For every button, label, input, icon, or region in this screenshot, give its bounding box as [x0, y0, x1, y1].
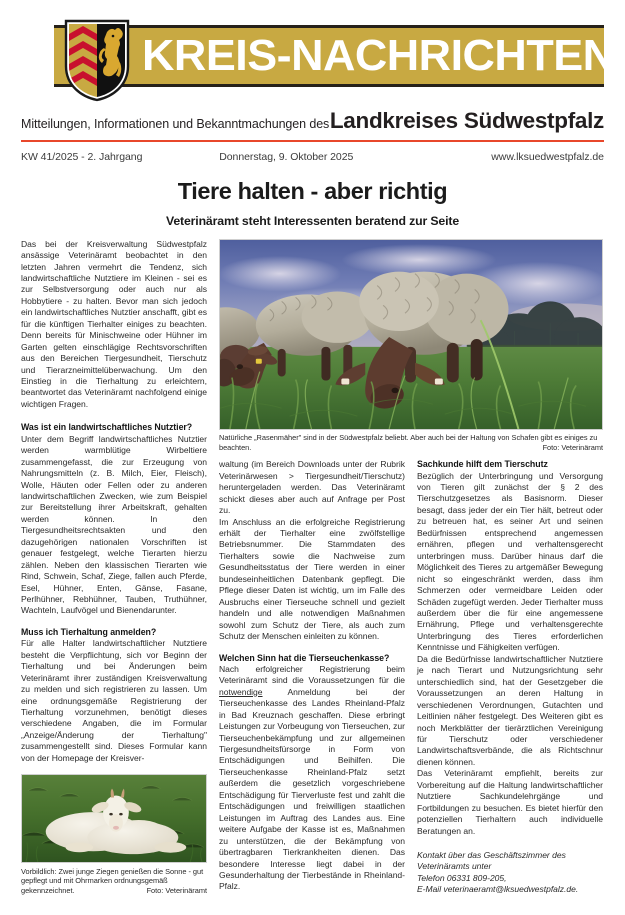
issue-website[interactable]: www.lksuedwestpfalz.de: [491, 150, 604, 163]
issue-edition: KW 41/2025 - 2. Jahrgang: [21, 150, 143, 163]
issue-info-row: [21, 151, 604, 163]
question-heading-4: Sachkunde hilft dem Tierschutz: [417, 459, 548, 470]
goat-caption-text: Vorbildlich: Zwei junge Ziegen genießen die Sonne - gut gepflegt und mit Ohrmarken ordnungsgemäß gekennzeichnet.: [21, 866, 204, 895]
young-goats-photo: [21, 774, 207, 863]
question-body-4b: Da die Bedürfnisse landwirtschaftlicher Nutztiere je nach Tierart und Nutzungsrichtung sehr unterschiedlich sind, hat der Gesetzgeber die Voraussetzungen an deren Haltung in verschiedenen Verordnungen, Gutachten und Leitlinien näher festgelegt. Des Weiteren gibt es noch Merkblätter der tierärztlichen Vereinigung für Tierschutz oder verschiedener Landwirtschaftsverbände, die als Richtschnur dienen können.: [417, 653, 603, 767]
masthead-subtitle-right: Landkreises Südwestpfalz: [329, 108, 604, 133]
contact-block: Kontakt über das Geschäftszimmer des Veterinäramts unter Telefon 06331 809-205, E-Mail veterinaeramt@lksuedwestpfalz.de.: [417, 850, 579, 895]
masthead-subtitle-left: Mitteilungen, Informationen und Bekanntmachungen des: [21, 117, 330, 131]
masthead: [21, 18, 615, 102]
question-body-2: Für alle Halter landwirtschaftlicher Nutztiere besteht die Verpflichtung, sich vor Beginn der Tierhaltung und bei Änderungen beim Veterinäramt ihrer zuständigen Kreisverwaltung zu melden und sich registrieren zu lassen. Um eine ordnungsgemäße Registrierung der Tierhaltung vorzunehmen, benötigt dieses verschiedene Angaben, die im Formular „Anzeige/Änderung der Tierhaltung" zusammengestellt sind. Dieses Formular kann von der Homepage der Kreisver-: [21, 638, 207, 763]
goat-photo-credit: Foto: Veterinäramt: [146, 885, 207, 895]
newspaper-page: [0, 18, 625, 915]
column-right: [417, 459, 603, 895]
sheep-grazing-photo: [219, 239, 603, 430]
question-heading-1: Was ist ein landwirtschaftliches Nutztier?: [21, 422, 193, 433]
masthead-subtitle-row: [21, 108, 604, 138]
column-middle: [219, 459, 405, 895]
article-columns: [21, 239, 604, 896]
page-title: KREIS-NACHRICHTEN: [142, 31, 615, 80]
question-body-4c: Das Veterinäramt empfiehlt, bereits zur Vorbereitung auf die Haltung landwirtschaftlicher Nutztiere Sachkundelehrgänge und Fortbildungen zu besuchen. Es bietet hierfür den potenziellen Tierhaltern auch individuelle Beratungen an.: [417, 768, 603, 836]
column-left: [21, 239, 207, 896]
question-body-3: [219, 664, 405, 893]
masthead-divider: [21, 140, 604, 142]
goat-photo-wrap: [21, 774, 207, 863]
q3-underlined-word: notwendige: [219, 686, 263, 697]
article-lead: Das bei der Kreisverwaltung Südwestpfalz ansässige Veterinäramt beobachtet in den letzten Jahren vermehrt die Tendenz, sich landwirtschaftliche Nutztiere im Kleinen - sei es zur Selbstversorgung oder auch nur als Hobbytiere - zu halten. Bevor man sich jedoch ein landwirtschaftliches Nutztier anschafft, gibt es für die künftigen Tierhalter einiges zu beachten. Denn bereits für Minischweine oder Hühner im Garten gelten einschlägige Rechtsvorschriften aus den Bereichen Tiergesundheit, Tierschutz und Tierarzneimittelüberwachung. Um den Einstieg in die Tierhaltung zu erleichtern, beantwortet das Veterinäramt nachfolgend einige wichtigen Fragen.: [21, 238, 207, 409]
goat-photo-caption: [21, 867, 207, 896]
coat-of-arms-icon: [63, 18, 131, 102]
q3-text-b: Anmeldung bei der Tierseuchenkasse des Landes Rheinland-Pfalz in Bad Kreuznach geschaffen. Diese erbringt Leistungen zur Vorbeugung von Tierseuchen, zur Tierseuchenbekämpfung und zur allgemeinen Tiergesundheitsfürsorge in Form von Entschädigungen und Beihilfen. Die Tierseuchenkasse Rheinland-Pfalz setzt außerdem die gesetzlich vorgeschriebene Entschädigung für Tierverluste fest und zahlt die Entschädigungen und freiwilligen staatlichen Leistungen im Auftrag des Landes aus. Eine weitere Aufgabe der Kasse ist es, Maßnahmen zu unterstützen, die der Bekämpfung von übertragbaren Tierkrankheiten dienen. Das besondere Interesse liegt dabei in der Gesunderhaltung der Tierbestände in Rheinland-Pfalz.: [219, 686, 405, 892]
question-body-1: Unter dem Begriff landwirtschaftliches Nutztier werden warmblütige Wirbeltiere zusammengefasst, die zur Erzeugung von Nahrungsmitteln (z. B. Milch, Eier, Fleisch), Wolle, Häuten oder Fellen oder zu anderen landwirtschaftlichen Zwecken, wie zum Beispiel zur Bereitstellung ihrer Arbeitskraft, gehalten werden können. In den Tiergesundheitsrechtsakten und den dazugehörigen nationalen Vorschriften ist genauer festgelegt, welche Tierarten hierzu zählen. Neben den klassischen Tierarten wie Rind, Schwein, Schaf, Ziege, fallen auch Pferde, Esel, Hühner, Enten, Gänse, Fasane, Perlhühner, Rebhühner, Tauben, Truthühner, Wachteln, Laufvögel und Bienendarunter.: [21, 433, 207, 616]
column-main-block: [219, 239, 603, 896]
article-subcolumns: [219, 459, 603, 895]
question-heading-3: Welchen Sinn hat die Tierseuchenkasse?: [219, 652, 390, 663]
sheep-photo-caption: [219, 433, 603, 452]
article-subheadline: Veterinäramt steht Interessenten beratend zur Seite: [165, 213, 460, 228]
sheep-photo-wrap: [219, 239, 603, 430]
question-body-2-cont: waltung (im Bereich Downloads unter der Rubrik Veterinärwesen > Tiergesundheit/Tierschutz) heruntergeladen werden. Das Veterinäramt schickt dieses aber auch auf Anfrage per Post zu.: [219, 459, 405, 516]
article-headline: Tiere halten - aber richtig: [177, 177, 448, 204]
q3-text-a: Nach erfolgreicher Registrierung beim Veterinäramt sind die Voraussetzungen für die: [219, 663, 405, 686]
sheep-photo-credit: Foto: Veterinäramt: [542, 442, 603, 452]
issue-date: Donnerstag, 9. Oktober 2025: [219, 150, 354, 163]
question-body-4: Bezüglich der Unterbringung und Versorgung von Tieren gilt zunächst der § 2 des Tierschutzgesetzes als Basisnorm. Dieser besagt, dass jeder der ein Tier hält, betreut oder zu betreuen hat, es seiner Art und seinen Bedürfnissen entsprechend angemessen ernähren, pflegen und verhaltensgerecht unterbringen muss. Darüber hinaus darf die Möglichkeit des Tieres zu artgemäßer Bewegung nicht so eingeschränkt werden, dass ihm Schmerzen oder vermeidbare Leiden oder Schäden zugefügt werden. Jeder Tierhalter muss außerdem über die für eine angemessene Ernährung, Pflege und verhaltensgerechte Unterbringung des Tieres erforderlichen Kenntnisse und Fähigkeiten verfügen.: [417, 470, 603, 653]
sheep-caption-text: Natürliche „Rasenmäher" sind in der Südwestpfalz beliebt. Aber auch bei der Haltung von Schafen gibt es einiges zu beachten.: [219, 433, 598, 452]
question-body-2-cont2: Im Anschluss an die erfolgreiche Registrierung erhält der Tierhalter eine zwölfstellige Betriebsnummer. Die Stammdaten des Tierhalters sowie die Nachweise zum Gesundheitsstatus der Tiere werden in einer bundeseinheitlichen Datenbank gepflegt. Die Pflege dieser Daten ist wichtig, um im Falle des Ausbruchs einer Tierseuche schnell und gezielt handeln und alle notwendigen Maßnahmen sowohl zum Schutz der Tiere, als auch zum Schutz der Menschen einleiten zu können.: [219, 516, 405, 642]
question-heading-2: Muss ich Tierhaltung anmelden?: [21, 626, 157, 637]
